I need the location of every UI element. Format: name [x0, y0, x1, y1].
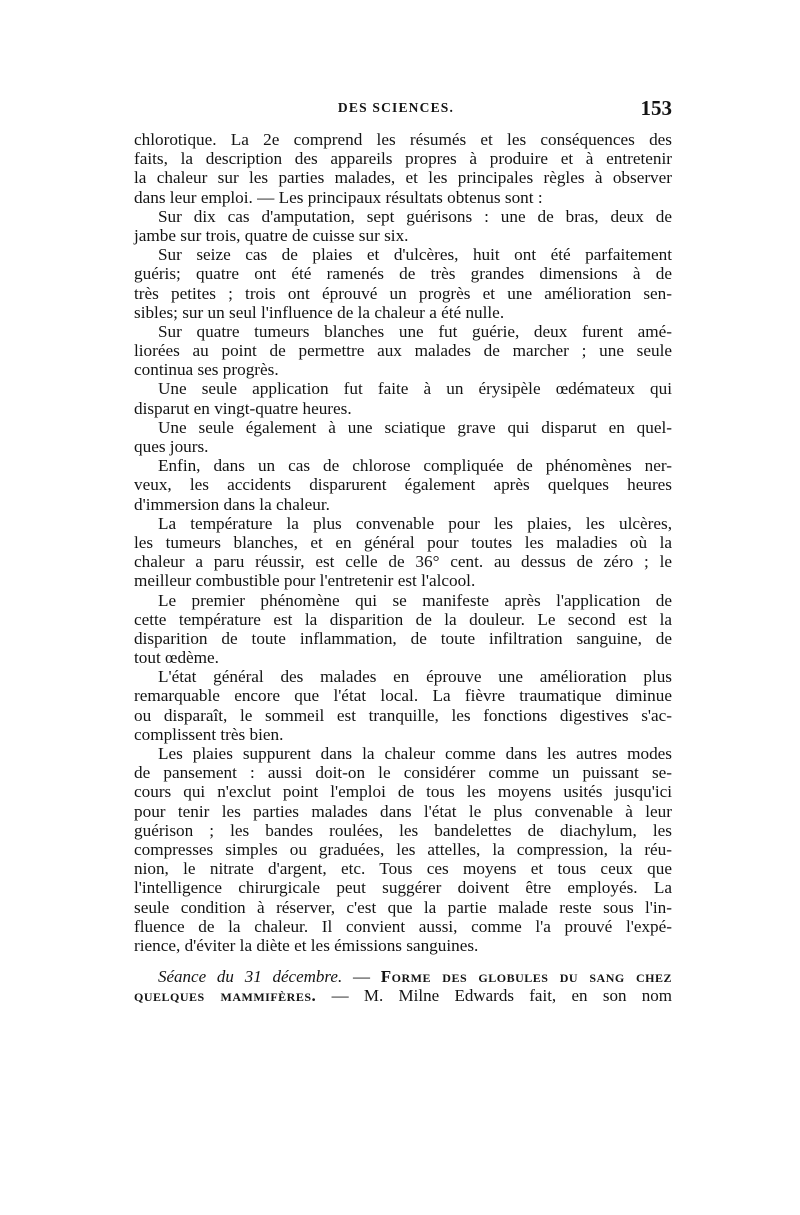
seance-text: M. Milne Edwards fait, en son nom	[363, 986, 672, 1006]
text-line: faits, la description des appareils propres à produire et à entretenir	[134, 149, 672, 169]
text-line: disparition de toute inflammation, de toute infiltration sanguine, de	[134, 628, 672, 648]
section-heading-part-1: Forme des globules du sang chez	[380, 967, 672, 987]
text-line: chaleur a paru réussir, est celle de 36° cent. au dessus de zéro ; le	[134, 552, 672, 572]
seance-line-2	[134, 986, 672, 1005]
seance-line-1	[134, 967, 672, 986]
text-line: ou disparaît, le sommeil est tranquille, les fonctions digestives s'ac-	[134, 705, 672, 725]
text-line: liorées au point de permettre aux malades de marcher ; une seule	[134, 341, 672, 361]
text-line: chlorotique. La 2e comprend les résumés et les conséquences des	[134, 130, 672, 149]
section-gap	[134, 955, 672, 967]
text-line: remarquable encore que l'état local. La fièvre traumatique diminue	[134, 686, 672, 706]
text-line: très petites ; trois ont éprouvé un progrès et une amélioration sen-	[134, 283, 672, 303]
text-line: Sur dix cas d'amputation, sept guérisons : une de bras, deux de	[158, 206, 672, 226]
text-line: de pansement : aussi doit-on le considérer comme un puissant se-	[134, 763, 672, 783]
text-line: Le premier phénomène qui se manifeste après l'application de	[158, 590, 672, 610]
text-line: guéris; quatre ont été ramenés de très grandes dimensions à de	[134, 264, 672, 284]
text-line: Sur seize cas de plaies et d'ulcères, huit ont été parfaitement	[158, 245, 672, 265]
text-line: meilleur combustible pour l'entretenir est l'alcool.	[134, 571, 476, 591]
text-line: pour tenir les parties malades dans l'état le plus convenable à leur	[134, 801, 672, 821]
paragraph	[134, 456, 672, 514]
paragraph	[134, 418, 672, 456]
paragraph	[134, 130, 672, 207]
text-line: seule condition à réserver, c'est que la partie malade reste sous l'in-	[134, 897, 672, 917]
paragraph	[134, 744, 672, 955]
text-line: compresses simples ou graduées, les attelles, la compression, la réu-	[134, 839, 672, 859]
text-line: continua ses progrès.	[134, 360, 279, 380]
text-line: complissent très bien.	[134, 724, 284, 744]
seance-section	[134, 967, 672, 1005]
page-number: 153	[640, 96, 672, 120]
session-date: Séance du 31 décembre.	[158, 967, 343, 987]
text-line: rience, d'éviter la diète et les émissions sanguines.	[134, 935, 479, 955]
text-line: d'immersion dans la chaleur.	[134, 494, 330, 514]
text-line: L'état général des malades en éprouve une amélioration plus	[158, 667, 672, 687]
paragraph	[134, 207, 672, 245]
text-line: guérison ; les bandes roulées, les bandelettes de diachylum, les	[134, 820, 672, 840]
text-line: sibles; sur un seul l'influence de la chaleur a été nulle.	[134, 302, 505, 322]
paragraph	[134, 322, 672, 380]
text-line: disparut en vingt-quatre heures.	[134, 398, 352, 418]
text-line: cours qui n'exclut point l'emploi de tous les moyens usités jusqu'ici	[134, 782, 672, 802]
text-line: Enfin, dans un cas de chlorose compliquée de phénomènes ner-	[158, 456, 672, 476]
text-line: dans leur emploi. — Les principaux résultats obtenus sont :	[134, 187, 543, 207]
text-line: cette température est la disparition de la douleur. Le second est la	[134, 609, 672, 629]
text-line: les tumeurs blanches, et en général pour toutes les maladies où la	[134, 532, 672, 552]
text-line: Les plaies suppurent dans la chaleur comme dans les autres modes	[158, 744, 672, 763]
text-line: Une seule application fut faite à un érysipèle œdémateux qui	[158, 379, 672, 399]
text-line: jambe sur trois, quatre de cuisse sur six.	[134, 225, 409, 245]
running-title: DES SCIENCES.	[337, 100, 455, 115]
text-line: Une seule également à une sciatique grave qui disparut en quel-	[158, 417, 672, 437]
text-line: ques jours.	[134, 437, 209, 456]
paragraph	[134, 591, 672, 668]
dash: —	[316, 986, 364, 1006]
paragraph	[134, 667, 672, 744]
dash: —	[342, 967, 381, 987]
paragraph	[134, 379, 672, 417]
section-heading-part-2: quelques mammifères.	[134, 986, 317, 1006]
text-line: nion, le nitrate d'argent, etc. Tous ces moyens et tous ceux que	[134, 859, 672, 879]
text-line: Sur quatre tumeurs blanches une fut guérie, deux furent amé-	[158, 321, 672, 341]
text-line: La température la plus convenable pour les plaies, les ulcères,	[158, 513, 672, 533]
page-header	[118, 96, 674, 120]
text-line: tout œdème.	[134, 648, 219, 668]
text-line: l'intelligence chirurgicale peut suggérer doivent être employés. La	[134, 878, 672, 898]
paragraph	[134, 245, 672, 322]
text-line: fluence de la chaleur. Il convient aussi, comme l'a prouvé l'expé-	[134, 916, 672, 936]
text-line: veux, les accidents disparurent également après quelques heures	[134, 475, 672, 495]
text-line: la chaleur sur les parties malades, et les principales règles à observer	[134, 168, 672, 188]
paragraph	[134, 514, 672, 591]
page-body	[134, 130, 672, 1005]
